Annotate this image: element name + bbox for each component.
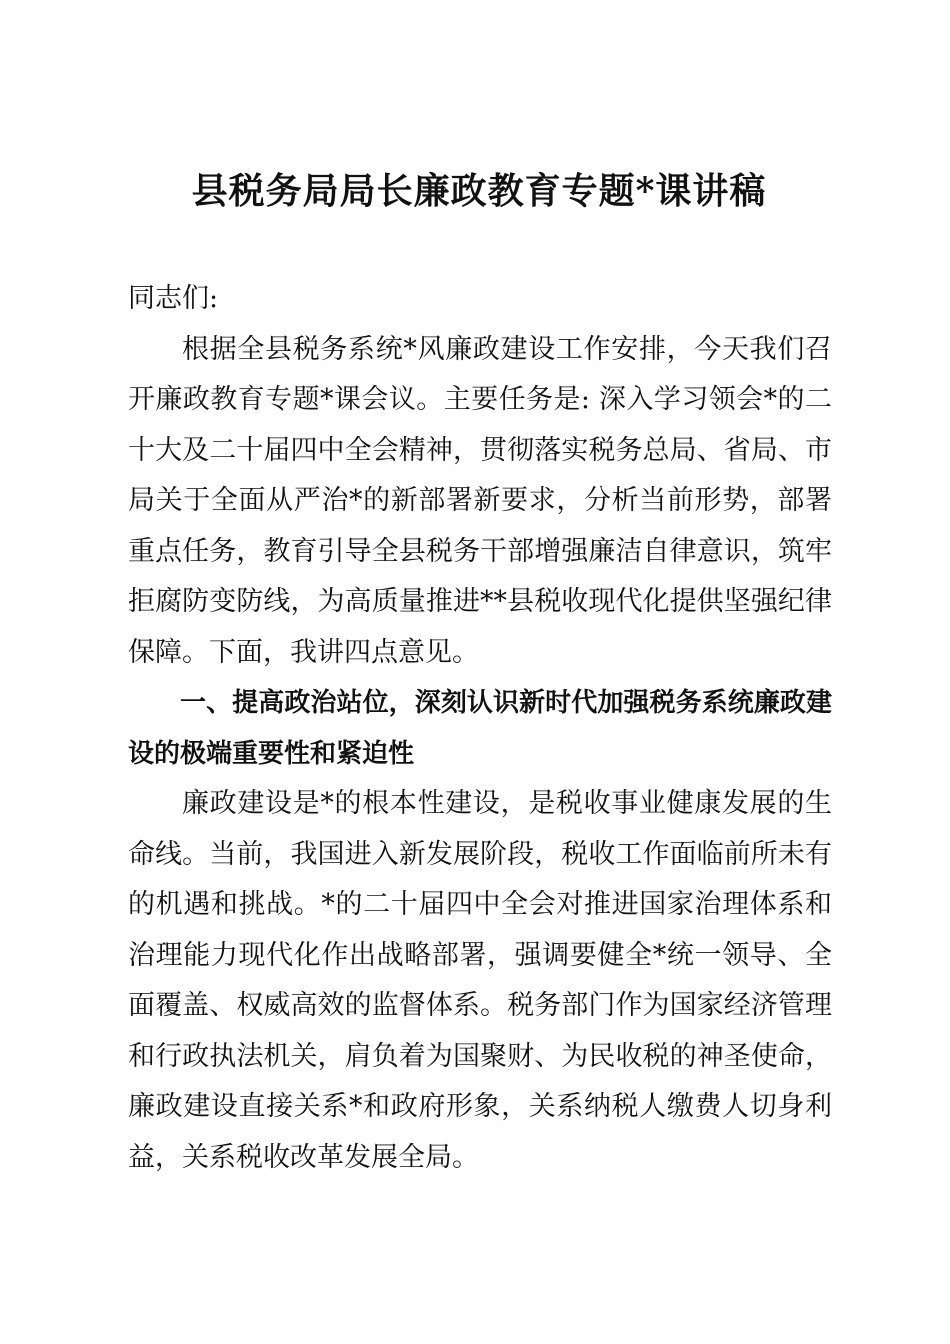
document-body: [128, 274, 832, 1183]
salutation: 同志们:: [128, 283, 219, 314]
document-title: 县税务局局长廉政教育专题*课讲稿: [191, 170, 767, 212]
intro-paragraph: 根据全县税务系统*风廉政建设工作安排，今天我们召开廉政教育专题*课会议。主要任务是: 深入学习领会*的二十大及二十届四中全会精神，贯彻落实税务总局、省局、市局关于全面从严治*的新部署新要求，分析当前形势，部署重点任务，教育引导全县税务干部增强廉洁自律意识，筑牢拒腐防变防线，为高质量推进**县税收现代化提供坚强纪律保障。下面，我讲四点意见。: [128, 333, 832, 668]
section-1-paragraph: 廉政建设是*的根本性建设，是税收事业健康发展的生命线。当前，我国进入新发展阶段，税收工作面临前所未有的机遇和挑战。*的二十届四中全会对推进国家治理体系和治理能力现代化作出战略部署，强调要健全*统一领导、全面覆盖、权威高效的监督体系。税务部门作为国家经济管理和行政执法机关，肩负着为国聚财、为民收税的神圣使命，廉政建设直接关系*和政府形象，关系纳税人缴费人切身利益，关系税收改革发展全局。: [128, 788, 832, 1173]
section-heading-1: 一、提高政治站位，深刻认识新时代加强税务系统廉政建设的极端重要性和紧迫性: [128, 688, 832, 769]
